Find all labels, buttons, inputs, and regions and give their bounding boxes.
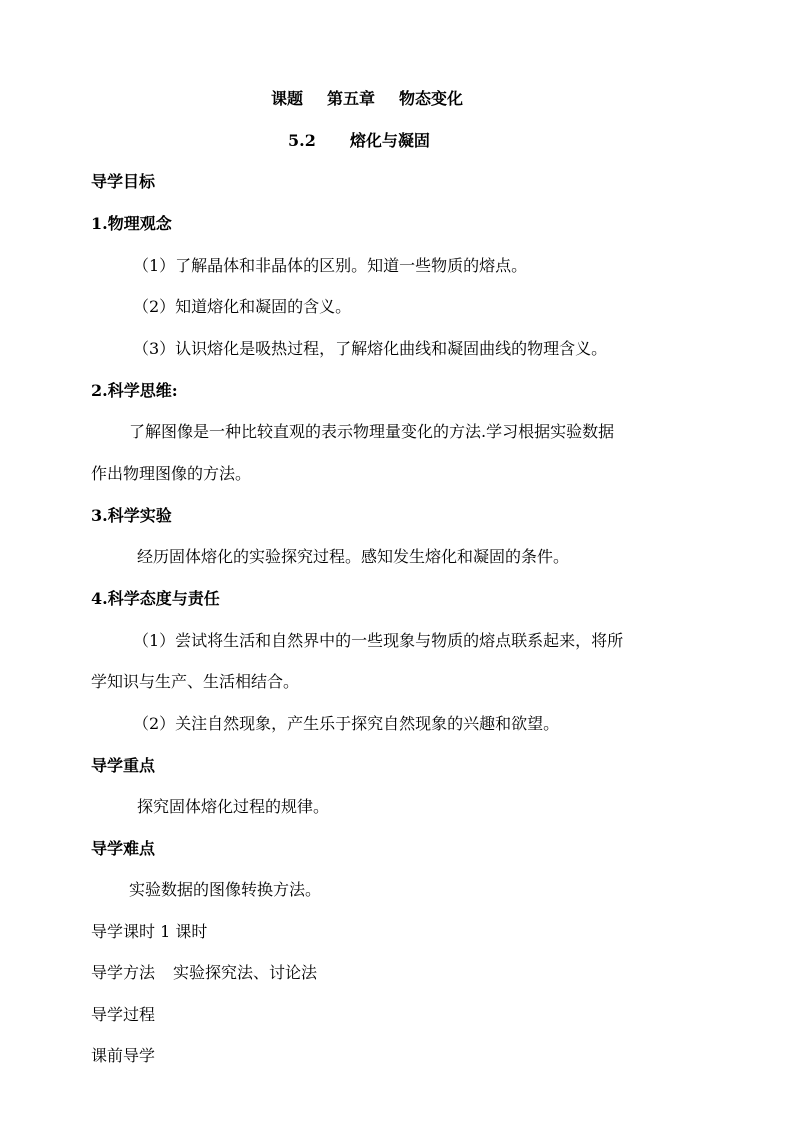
- title-part-lesson: 课题: [271, 89, 304, 108]
- process-heading: 导学过程: [91, 1005, 156, 1024]
- section-title: [288, 131, 430, 151]
- scientific-thinking-line-1: 了解图像是一种比较直观的表示物理量变化的方法.学习根据实验数据: [129, 422, 615, 441]
- physics-concept-item-2: （2）知道熔化和凝固的含义。: [133, 297, 352, 316]
- difficulties-text: 实验数据的图像转换方法。: [129, 880, 322, 899]
- difficulties-heading: 导学难点: [91, 839, 156, 858]
- attitude-item-2: （2）关注自然现象，产生乐于探究自然现象的兴趣和欲望。: [133, 714, 560, 733]
- objectives-heading: 导学目标: [91, 172, 156, 191]
- lesson-time-value: 1: [160, 922, 171, 941]
- scientific-experiment-text: 经历固体熔化的实验探究过程。感知发生熔化和凝固的条件。: [137, 547, 570, 566]
- scientific-thinking-heading: 2.科学思维:: [91, 381, 178, 400]
- key-points-heading: 导学重点: [91, 756, 156, 775]
- physics-concept-item-3: （3）认识熔化是吸热过程，了解熔化曲线和凝固曲线的物理含义。: [133, 339, 608, 358]
- lesson-time: [91, 922, 207, 942]
- section-number: 5.2: [288, 131, 316, 150]
- page-title: [271, 89, 463, 109]
- attitude-heading: 4.科学态度与责任: [91, 589, 220, 608]
- title-part-topic: 物态变化: [399, 89, 464, 108]
- lesson-time-unit: 课时: [175, 922, 208, 941]
- methods: [91, 963, 317, 983]
- methods-label: 导学方法: [91, 963, 156, 982]
- physics-concept-item-1: （1）了解晶体和非晶体的区别。知道一些物质的熔点。: [133, 256, 528, 275]
- lesson-time-label: 导学课时: [91, 922, 156, 941]
- scientific-thinking-line-2: 作出物理图像的方法。: [91, 464, 252, 483]
- physics-concept-heading: 1.物理观念: [91, 214, 172, 233]
- title-part-chapter: 第五章: [327, 89, 376, 108]
- key-points-text: 探究固体熔化过程的规律。: [137, 797, 330, 816]
- scientific-experiment-heading: 3.科学实验: [91, 506, 172, 525]
- section-name: 熔化与凝固: [349, 131, 430, 150]
- attitude-item-1-line-1: （1）尝试将生活和自然界中的一些现象与物质的熔点联系起来，将所: [133, 631, 624, 650]
- methods-value: 实验探究法、讨论法: [173, 963, 318, 982]
- attitude-item-1-line-2: 学知识与生产、生活相结合。: [91, 672, 300, 691]
- pre-class-heading: 课前导学: [91, 1046, 156, 1065]
